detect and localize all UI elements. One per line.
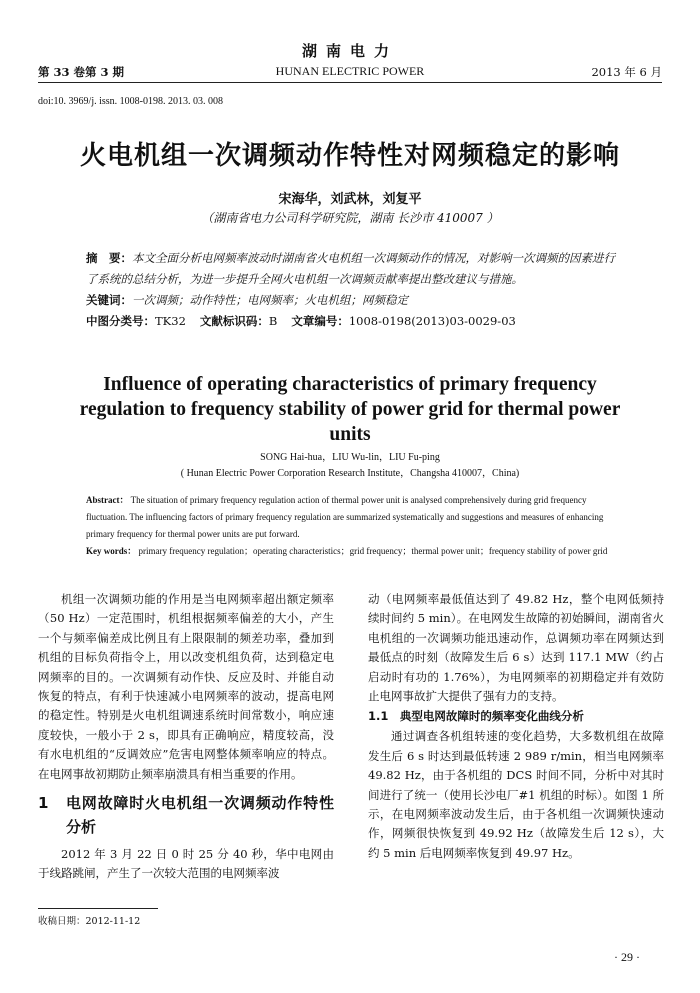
- keywords-en: [86, 543, 620, 560]
- subsection-1-1-heading: 1.1 典型电网故障时的频率变化曲线分析: [368, 709, 584, 724]
- issue-date: 2013 年 6 月: [591, 65, 662, 79]
- abstract-en: [86, 492, 620, 543]
- affiliation-en: ( Hunan Electric Power Corporation Research Institute，Changsha 410007，China): [180, 468, 520, 479]
- clc-label: 中图分类号：: [86, 314, 155, 328]
- body-column-left: [38, 590, 334, 884]
- affiliation-cn: （湖南省电力公司科学研究院，湖南 长沙市 410007 ）: [201, 211, 499, 225]
- title-en: Influence of operating characteristics of primary frequency regulation to frequency stability of power grid for thermal power units: [79, 374, 621, 445]
- doc-code-label: 文献标识码：: [199, 314, 269, 328]
- article-number-value: 1008-0198(2013)03-0029-03: [348, 314, 516, 328]
- authors-cn: 宋海华，刘武林，刘复平: [278, 192, 422, 207]
- keywords-cn: [86, 290, 620, 311]
- authors-en: SONG Hai-hua，LIU Wu-lin，LIU Fu-ping: [260, 452, 440, 463]
- body-column-right: [368, 590, 664, 863]
- page-number: · 29 ·: [614, 950, 640, 964]
- abstract-text-en: The situation of primary frequency regulation action of thermal power unit is analysed comprehensively during grid frequency fluctuation. The influencing factors of primary frequency regulation are summarized systematically and suggestions and measures of enhancing primary frequency for thermal power units are put forward.: [86, 495, 604, 539]
- header-rule: [38, 82, 662, 83]
- section-1-paragraph: 2012 年 3 月 22 日 0 时 25 分 40 秒，华中电网由于线路跳闸，产生了一次较大范围的电网频率波: [38, 847, 334, 881]
- volume-issue: 第 33 卷第 3 期: [38, 65, 125, 79]
- section-1-number: 1: [38, 794, 49, 813]
- doi: doi:10. 3969/j. issn. 1008-0198. 2013. 03. 008: [38, 96, 224, 107]
- keywords-text-en: primary frequency regulation；operating characteristics；grid frequency；thermal power unit；frequency stability of power grid: [138, 546, 608, 556]
- received-date-footnote: 收稿日期：2012-11-12: [38, 916, 141, 927]
- abstract-block-cn: [86, 248, 620, 332]
- journal-name-en: HUNAN ELECTRIC POWER: [275, 64, 425, 78]
- abstract-label-en: Abstract：: [86, 495, 129, 505]
- title-cn: 火电机组一次调频动作特性对网频稳定的影响: [79, 141, 620, 171]
- running-header: [38, 64, 662, 80]
- article-number-label: 文章编号：: [291, 314, 349, 328]
- continued-paragraph: 动（电网频率最低值达到了 49.82 Hz，整个电网低频持续时间约 5 min）。在电网发生故障的初始瞬间，湖南省火电机组的一次调频功能迅速动作，总调频功率在网频达到最低点的时刻（故障发生后 6 s）达到 117.1 MW（约占启动时有功的 1.76%），为电网频率的初期稳定并有效防止电网事故扩大提供了强有力的支持。: [368, 592, 664, 704]
- abstract-text-cn: 本文全面分析电网频率波动时湖南省火电机组一次调频动作的情况，对影响一次调频的因素进行了系统的总结分析，为进一步提升全网火电机组一次调频贡献率提出整改建议与措施。: [86, 251, 615, 286]
- keywords-label-en: Key words：: [86, 546, 137, 556]
- abstract-cn: [86, 248, 620, 290]
- classification-line: [86, 311, 620, 332]
- subsection-1-1-paragraph: 通过调查各机组转速的变化趋势，大多数机组在故障发生后 6 s 时达到最低转速 2 989 r/min，相当电网频率 49.82 Hz，由于各机组的 DCS 时间不同，分析中对其时间进行了统一（使用长沙电厂#1 机组的时标）。如图 1 所示，在电网频率波动发生后，由于各机组一次调频快速动作，网频很快恢复到 49.92 Hz（故障发生后 12 s），大约 5 min 后电网频率恢复到 49.97 Hz。: [368, 729, 664, 860]
- keywords-text-cn: 一次调频；动作特性；电网频率；火电机组；网频稳定: [132, 293, 408, 307]
- section-1-title: 电网故障时火电机组一次调频动作特性分析: [66, 794, 334, 837]
- footnote-rule: [38, 908, 158, 909]
- section-1-heading: [38, 791, 334, 839]
- keywords-label-cn: 关键词：: [86, 293, 132, 307]
- abstract-block-en: [86, 492, 620, 560]
- intro-paragraph: 机组一次调频功能的作用是当电网频率超出额定频率（50 Hz）一定范围时，机组根据频率偏差的大小，产生一个与频率偏差成比例且有上限限制的频差功率，叠加到机组的目标负荷指令上，用以改变机组负荷，达到稳定电网频率的目的。一次调频有动作快、反应及时、并能自动恢复的特点，有利于快速减小电网频率的波动，提高电网的稳定性。特别是火电机组调速系统时间常数小，响应速度较快，一般小于 2 s，即具有正确响应，精度较高，没有水电机组的“反调效应”危害电网整体频率响应的特点。在电网事故初期防止频率崩溃具有相当重要的作用。: [38, 592, 334, 781]
- journal-name-cn: 湖南电力: [301, 42, 398, 60]
- abstract-label-cn: 摘 要：: [86, 251, 132, 265]
- clc-value: TK32: [155, 314, 186, 328]
- doc-code-value: B: [268, 314, 278, 328]
